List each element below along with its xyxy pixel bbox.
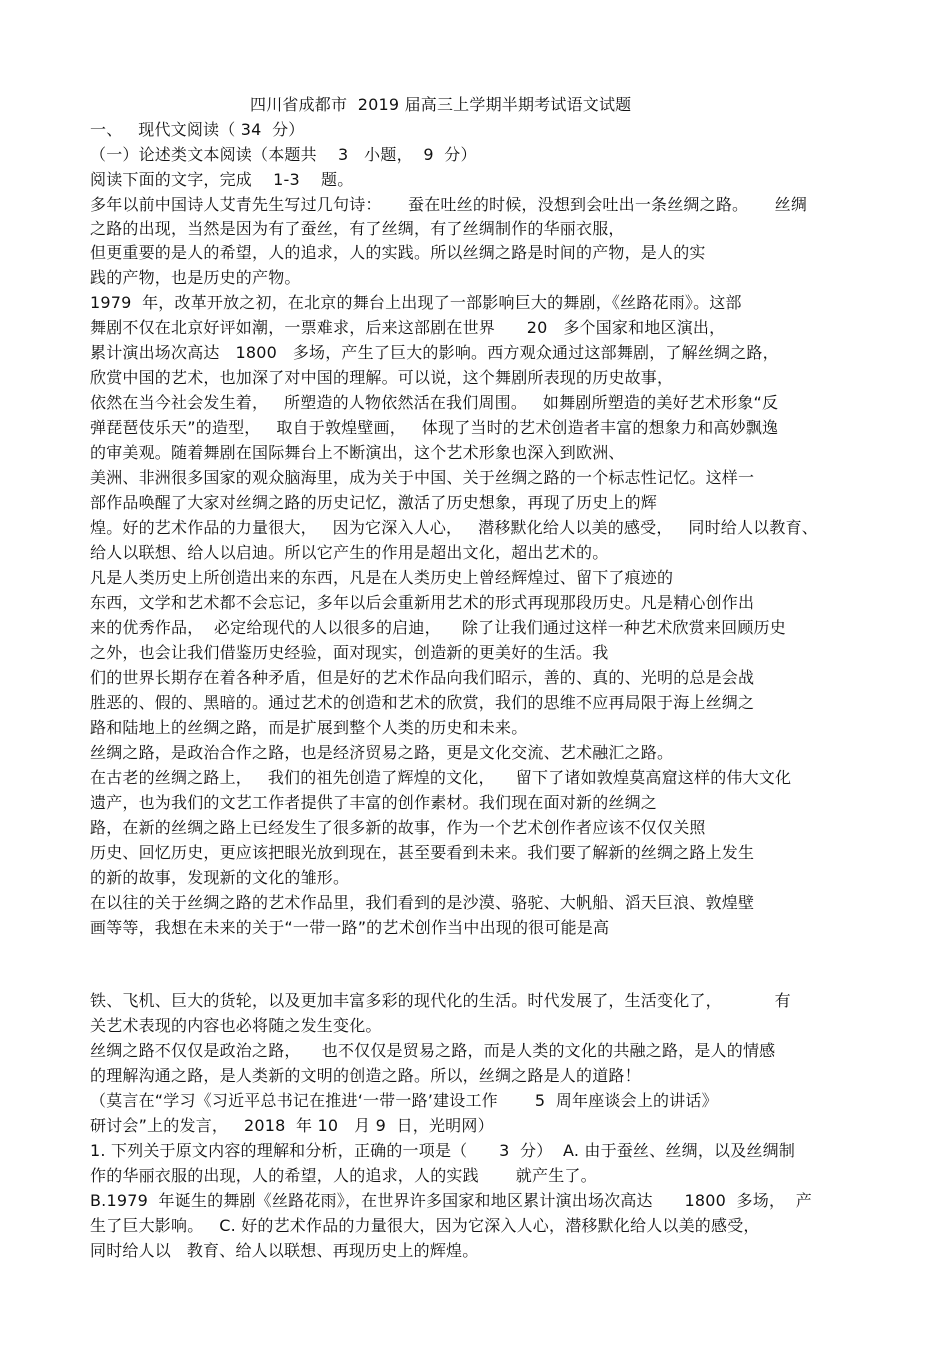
text-line: 之外，也会让我们借鉴历史经验，面对现实，创造新的更美好的生活。我 [90, 643, 609, 662]
text-line: 铁、飞机、巨大的货轮，以及更加丰富多彩的现代化的生活。时代发展了，生活变化了， 有 [90, 991, 791, 1010]
text-line: 凡是人类历史上所创造出来的东西，凡是在人类历史上曾经辉煌过、留下了痕迹的 [90, 568, 674, 587]
text-line: 丝绸之路不仅仅是政治之路， 也不仅仅是贸易之路，而是人类的文化的共融之路，是人的情感 [90, 1041, 776, 1060]
text-line: 在古老的丝绸之路上， 我们的祖先创造了辉煌的文化， 留下了诸如敦煌莫高窟这样的伟大文化 [90, 768, 792, 787]
source-citation: （莫言在“学习《习近平总书记在推进‘一带一路’建设工作 5 周年座谈会上的讲话》 [90, 1091, 718, 1110]
text-line: 历史、回忆历史，更应该把眼光放到现在，甚至要看到未来。我们要了解新的丝绸之路上发生 [90, 843, 755, 862]
text-line: 煌。好的艺术作品的力量很大， 因为它深入人心， 潜移默化给人以美的感受， 同时给人以教育、 [90, 518, 818, 537]
text-line: 路，在新的丝绸之路上已经发生了很多新的故事，作为一个艺术创作者应该不仅仅关照 [90, 818, 706, 837]
text-line: 遗产，也为我们的文艺工作者提供了丰富的创作素材。我们现在面对新的丝绸之 [90, 793, 658, 812]
text-line: 在以往的关于丝绸之路的艺术作品里，我们看到的是沙漠、骆驼、大帆船、滔天巨浪、敦煌壁 [90, 893, 755, 912]
text-line: 之路的出现，当然是因为有了蚕丝，有了丝绸，有了丝绸制作的华丽衣服， [90, 219, 625, 238]
question-line: 同时给人以 教育、给人以联想、再现历史上的辉煌。 [90, 1241, 479, 1260]
text-line: 累计演出场次高达 1800 多场，产生了巨大的影响。西方观众通过这部舞剧，了解丝绸之路， [90, 343, 779, 362]
section-heading: 一、 现代文阅读（ 34 分） [90, 120, 305, 139]
text-line: 们的世界长期存在着各种矛盾，但是好的艺术作品向我们昭示，善的、真的、光明的总是会战 [90, 668, 755, 687]
question-line: 作的华丽衣服的出现，人的希望，人的追求，人的实践 就产生了。 [90, 1166, 597, 1185]
source-citation: 研讨会”上的发言， 2018 年 10 月 9 日，光明网） [90, 1116, 494, 1135]
text-line: 多年以前中国诗人艾青先生写过几句诗： 蚕在吐丝的时候，没想到会吐出一条丝绸之路。 丝绸 [90, 195, 808, 214]
instruction: 阅读下面的文字，完成 1-3 题。 [90, 170, 354, 189]
text-line: 丝绸之路，是政治合作之路，也是经济贸易之路，更是文化交流、艺术融汇之路。 [90, 743, 674, 762]
text-line: 弹琵琶伎乐天”的造型， 取自于敦煌壁画， 体现了当时的艺术创造者丰富的想象力和高妙飘逸 [90, 418, 779, 437]
text-line: 依然在当今社会发生着， 所塑造的人物依然活在我们周围。 如舞剧所塑造的美好艺术形象“反 [90, 393, 779, 412]
text-line: 的审美观。随着舞剧在国际舞台上不断演出，这个艺术形象也深入到欧洲、 [90, 443, 625, 462]
question-line: 1. 下列关于原文内容的理解和分析，正确的一项是（ 3 分） A. 由于蚕丝、丝绸，以及丝绸制 [90, 1141, 796, 1160]
subsection-heading: （一）论述类文本阅读（本题共 3 小题， 9 分） [90, 145, 477, 164]
text-line: 的理解沟通之路，是人类新的文明的创造之路。所以，丝绸之路是人的道路！ [90, 1066, 641, 1085]
text-line: 关艺术表现的内容也必将随之发生变化。 [90, 1016, 382, 1035]
text-line: 来的优秀作品， 必定给现代的人以很多的启迪， 除了让我们通过这样一种艺术欣赏来回顾历史 [90, 618, 786, 637]
text-line: 但更重要的是人的希望，人的追求，人的实践。所以丝绸之路是时间的产物，是人的实 [90, 243, 706, 262]
text-line: 给人以联想、给人以启迪。所以它产生的作用是超出文化，超出艺术的。 [90, 543, 609, 562]
text-line: 舞剧不仅在北京好评如潮，一票难求，后来这部剧在世界 20 多个国家和地区演出， [90, 318, 726, 337]
text-line: 1979 年，改革开放之初，在北京的舞台上出现了一部影响巨大的舞剧，《丝路花雨》。这部 [90, 293, 742, 312]
text-line: 胜恶的、假的、黑暗的。通过艺术的创造和艺术的欣赏，我们的思维不应再局限于海上丝绸之 [90, 693, 755, 712]
text-line: 欣赏中国的艺术，也加深了对中国的理解。可以说，这个舞剧所表现的历史故事， [90, 368, 674, 387]
text-line: 美洲、非洲很多国家的观众脑海里，成为关于中国、关于丝绸之路的一个标志性记忆。这样一 [90, 468, 755, 487]
text-line: 的新的故事，发现新的文化的雏形。 [90, 868, 350, 887]
text-line: 东西，文学和艺术都不会忘记，多年以后会重新用艺术的形式再现那段历史。凡是精心创作出 [90, 593, 755, 612]
text-line: 践的产物，也是历史的产物。 [90, 268, 301, 287]
question-line: B.1979 年诞生的舞剧《丝路花雨》，在世界许多国家和地区累计演出场次高达 1800 多场， 产 [90, 1191, 812, 1210]
question-line: 生了巨大影响。 C. 好的艺术作品的力量很大，因为它深入人心，潜移默化给人以美的感受， [90, 1216, 760, 1235]
document-title: 四川省成都市 2019 届高三上学期半期考试语文试题 [250, 95, 632, 114]
text-line: 路和陆地上的丝绸之路，而是扩展到整个人类的历史和未来。 [90, 718, 528, 737]
text-line: 部作品唤醒了大家对丝绸之路的历史记忆，激活了历史想象，再现了历史上的辉 [90, 493, 658, 512]
text-line: 画等等，我想在未来的关于“一带一路”的艺术创作当中出现的很可能是高 [90, 918, 610, 937]
